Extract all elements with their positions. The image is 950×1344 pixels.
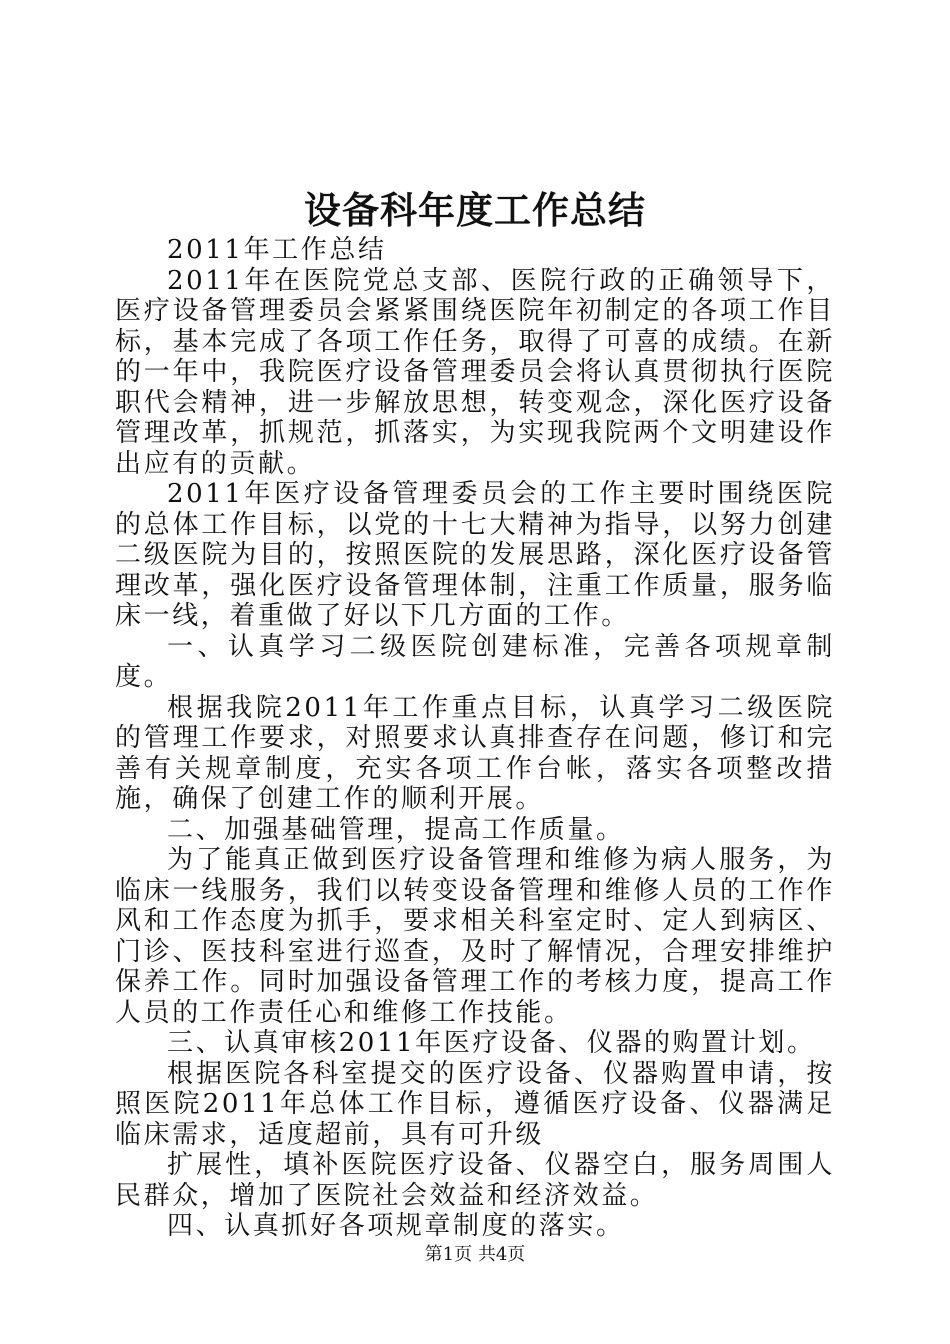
document-body xyxy=(115,235,835,1242)
section-heading-2: 二、加强基础管理，提高工作质量。 xyxy=(167,814,625,845)
paragraph-intro: 2011年在医院党总支部、医院行政的正确领导下，医疗设备管理委员会紧紧围绕医院年初制定的各项工作目标，基本完成了各项工作任务，取得了可喜的成绩。在新的一年中，我院医疗设备管理委员会将认真贯彻执行医院职代会精神，进一步解放思想，转变观念，深化医疗设备管理改革，抓规范，抓落实，为实现我院两个文明建设作出应有的贡献。 xyxy=(115,265,835,479)
section-heading-3: 三、认真审核2011年医疗设备、仪器的购置计划。 xyxy=(167,1028,816,1058)
page-footer: 第1页 共4页 xyxy=(424,1244,526,1265)
paragraph-section-3-part-1: 根据医院各科室提交的医疗设备、仪器购置申请，按照医院2011年总体工作目标，遵循医疗设备、仪器满足临床需求，适度超前，具有可升级 xyxy=(115,1058,835,1150)
paragraph-section-1: 根据我院2011年工作重点目标，认真学习二级医院的管理工作要求，对照要求认真排查存在问题，修订和完善有关规章制度，充实各项工作台帐，落实各项整改措施，确保了创建工作的顺利开展。 xyxy=(115,692,835,814)
paragraph-section-2: 为了能真正做到医疗设备管理和维修为病人服务，为临床一线服务，我们以转变设备管理和维修人员的工作作风和工作态度为抓手，要求相关科室定时、定人到病区、门诊、医技科室进行巡查，及时了解情况，合理安排维护保养工作。同时加强设备管理工作的考核力度，提高工作人员的工作责任心和维修工作技能。 xyxy=(115,845,835,1028)
paragraph-section-3-part-2: 扩展性，填补医院医疗设备、仪器空白，服务周围人民群众，增加了医院社会效益和经济效益。 xyxy=(115,1150,835,1211)
section-heading-4: 四、认真抓好各项规章制度的落实。 xyxy=(167,1211,625,1241)
document-title: 设备科年度工作总结 xyxy=(304,188,646,232)
section-heading-1: 一、认真学习二级医院创建标准，完善各项规章制度。 xyxy=(115,631,835,692)
paragraph-overview: 2011年医疗设备管理委员会的工作主要时围绕医院的总体工作目标，以党的十七大精神为指导，以努力创建二级医院为目的，按照医院的发展思路，深化医疗设备管理改革，强化医疗设备管理体制，注重工作质量，服务临床一线，着重做了好以下几方面的工作。 xyxy=(115,479,835,631)
paragraph-heading-2011: 2011年工作总结 xyxy=(167,235,387,265)
